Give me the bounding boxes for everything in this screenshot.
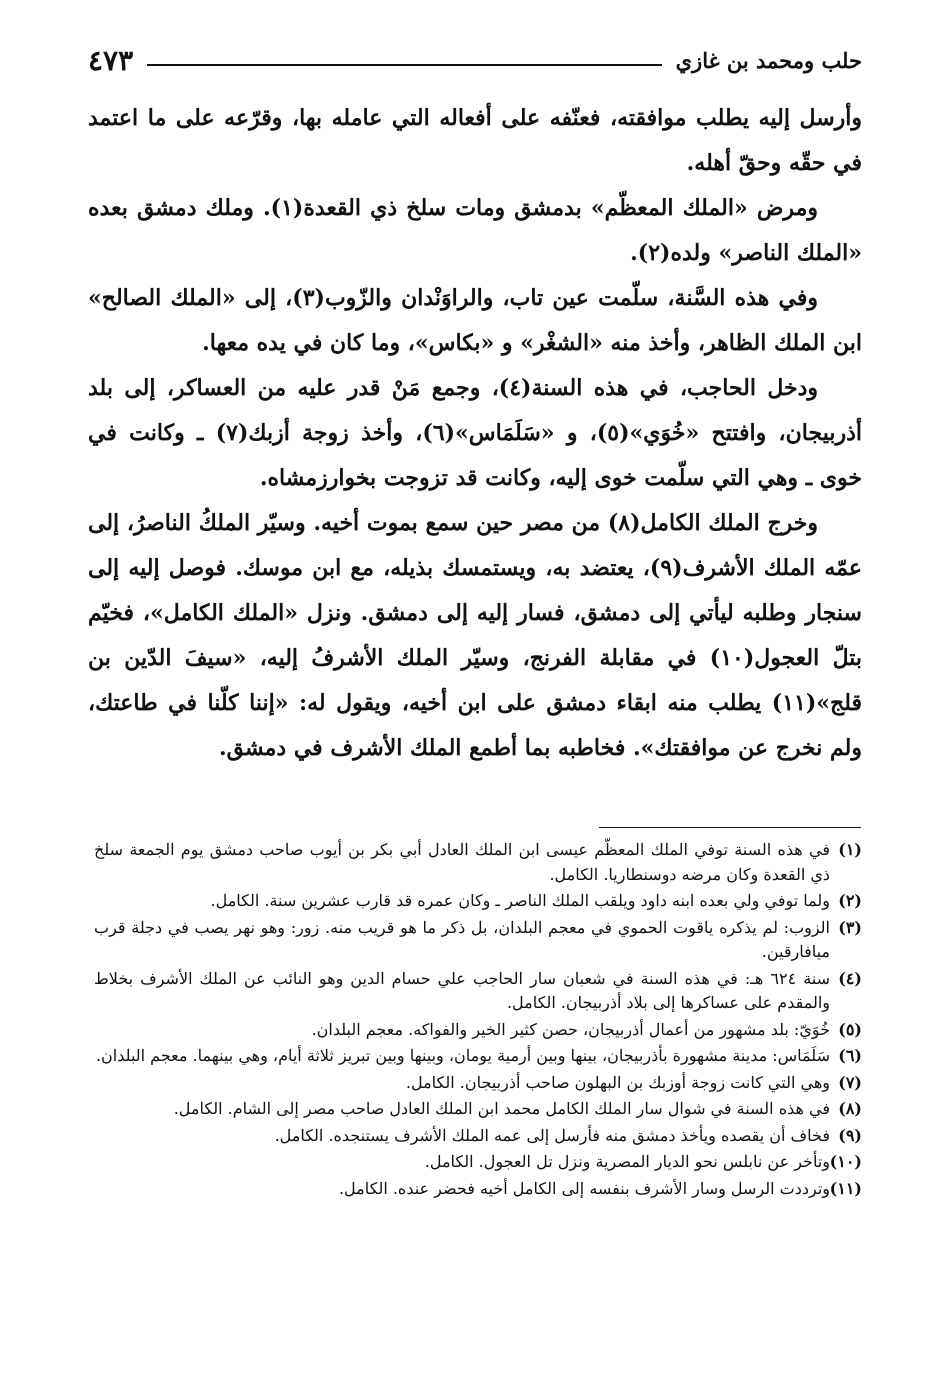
footnote-number: (١٠)	[829, 1152, 862, 1171]
header-rule	[147, 64, 661, 66]
paragraph: ومرض «الملك المعظّم» بدمشق ومات سلخ ذي القعدة(١). وملك دمشق بعده «الملك الناصر» ولده(٢).	[88, 195, 862, 266]
footnote-number: (٨)	[838, 1099, 862, 1118]
footnote-text: فخاف أن يقصده ويأخذ دمشق منه فأرسل إلى عمه الملك الأشرف يستنجده. الكامل.	[274, 1125, 830, 1145]
main-text	[88, 96, 862, 771]
footnote-number: (٦)	[838, 1046, 862, 1065]
footnote-number: (١)	[838, 840, 862, 859]
footnote-item	[94, 838, 862, 887]
footnote-number: (٧)	[838, 1072, 862, 1092]
footnote-item	[94, 1150, 862, 1175]
paragraph: وخرج الملك الكامل(٨) من مصر حين سمع بموت أخيه. وسيّر الملكُ الناصرُ، إلى عمّه الملك الأشرف(٩)، يعتضد به، ويستمسك بذيله، مع ابن موسك. فوصل إليه إلى سنجار وطلبه ليأتي إلى دمشق، فسار إليه إلى دمشق. ونزل «الملك الكامل»، فخيّم بتلّ العجول(١٠) في مقابلة الفرنج، وسيّر الملك الأشرفُ إليه، «سيفَ الدّين بن قلج»(١١) يطلب منه ابقاء دمشق على ابن أخيه، ويقول له: «إننا كلّنا في طاعتك، ولم نخرج عن موافقتك». فخاطبه بما أطمع الملك الأشرف في دمشق.	[88, 510, 863, 761]
footnote-text: وترددت الرسل وسار الأشرف بنفسه إلى الكامل أخيه فحضر عنده. الكامل.	[338, 1178, 830, 1198]
running-header	[88, 40, 862, 80]
footnote-text: في هذه السنة توفي الملك المعظّم عيسى ابن الملك العادل أبي بكر بن أيوب صاحب دمشق يوم الجمعة سلخ ذي القعدة وكان مرضه دوسنطاريا. الكامل.	[94, 840, 830, 884]
footnote-item	[94, 1044, 862, 1069]
footnote-number: (١١)	[829, 1178, 862, 1198]
footnote-item	[94, 1071, 862, 1096]
footnotes	[94, 838, 862, 1203]
footnote-number: (٢)	[838, 891, 862, 910]
footnote-number: (٣)	[838, 917, 862, 937]
footnote-item	[94, 1124, 862, 1149]
page-number: ٤٧٣	[88, 43, 134, 77]
footnote-item	[94, 889, 862, 914]
footnote-item	[94, 916, 862, 965]
footnote-number: (٩)	[838, 1125, 862, 1145]
footnote-item	[94, 967, 862, 1016]
footnote-text: خُوَيّ: بلد مشهور من أعمال أذربيجان، حصن كثير الخير والفواكه. معجم البلدان.	[311, 1019, 830, 1039]
footnote-text: الزوب: لم يذكره ياقوت الحموي في معجم البلدان، بل ذكر ما هو قريب منه. زور: وهو نهر يصب في دجلة قرب ميافارقين.	[94, 917, 831, 961]
footnote-item	[94, 1018, 862, 1043]
footnote-text: سَلَمَاس: مدينة مشهورة بأذربيجان، بينها وبين أرمية يومان، وبينها وبين تبريز ثلاثة أيام، وهي بينهما. معجم البلدان.	[95, 1046, 830, 1065]
footnote-number: (٥)	[838, 1019, 862, 1039]
footnote-separator	[599, 827, 861, 828]
footnote-text: وتأخر عن نابلس نحو الديار المصرية ونزل تل العجول. الكامل.	[424, 1152, 830, 1171]
footnote-text: وهي التي كانت زوجة أوزبك بن البهلون صاحب أذربيجان. الكامل.	[405, 1072, 830, 1092]
paragraph: وأرسل إليه يطلب موافقته، فعنّفه على أفعاله التي عامله بها، وقرّعه على ما اعتمد في حقّه وحقّ أهله.	[88, 105, 862, 176]
footnote-text: في هذه السنة في شوال سار الملك الكامل محمد ابن الملك العادل صاحب مصر إلى الشام. الكامل.	[173, 1099, 830, 1118]
paragraph: وفي هذه السَّنة، سلّمت عين تاب، والراوَنْدان والزّوب(٣)، إلى «الملك الصالح» ابن الملك الظاهر، وأخذ منه «الشغْر» و «بكاس»، وما كان في يده معها.	[88, 285, 862, 356]
paragraph: ودخل الحاجب، في هذه السنة(٤)، وجمع مَنْ قدر عليه من العساكر، إلى بلد أذربيجان، وافتتح «خُوَي»(٥)، و «سَلَمَاس»(٦)، وأخذ زوجة أزبك(٧) ـ وكانت في خوى ـ وهي التي سلّمت خوى إليه، وكانت قد تزوجت بخوارزمشاه.	[88, 375, 862, 491]
footnote-item	[94, 1177, 862, 1202]
running-title: حلب ومحمد بن غازي	[675, 47, 862, 73]
footnote-text: سنة ٦٢٤ هـ: في هذه السنة في شعبان سار الحاجب علي حسام الدين وهو النائب عن الملك الأشرف بخلاط والمقدم على عساكرها إلى بلاد أذربيجان. الكامل.	[94, 968, 831, 1012]
footnote-item	[94, 1097, 862, 1122]
footnote-text: ولما توفي ولي بعده ابنه داود ويلقب الملك الناصر ـ وكان عمره قد قارب عشرين سنة. الكامل.	[210, 891, 830, 910]
footnote-number: (٤)	[838, 968, 862, 988]
